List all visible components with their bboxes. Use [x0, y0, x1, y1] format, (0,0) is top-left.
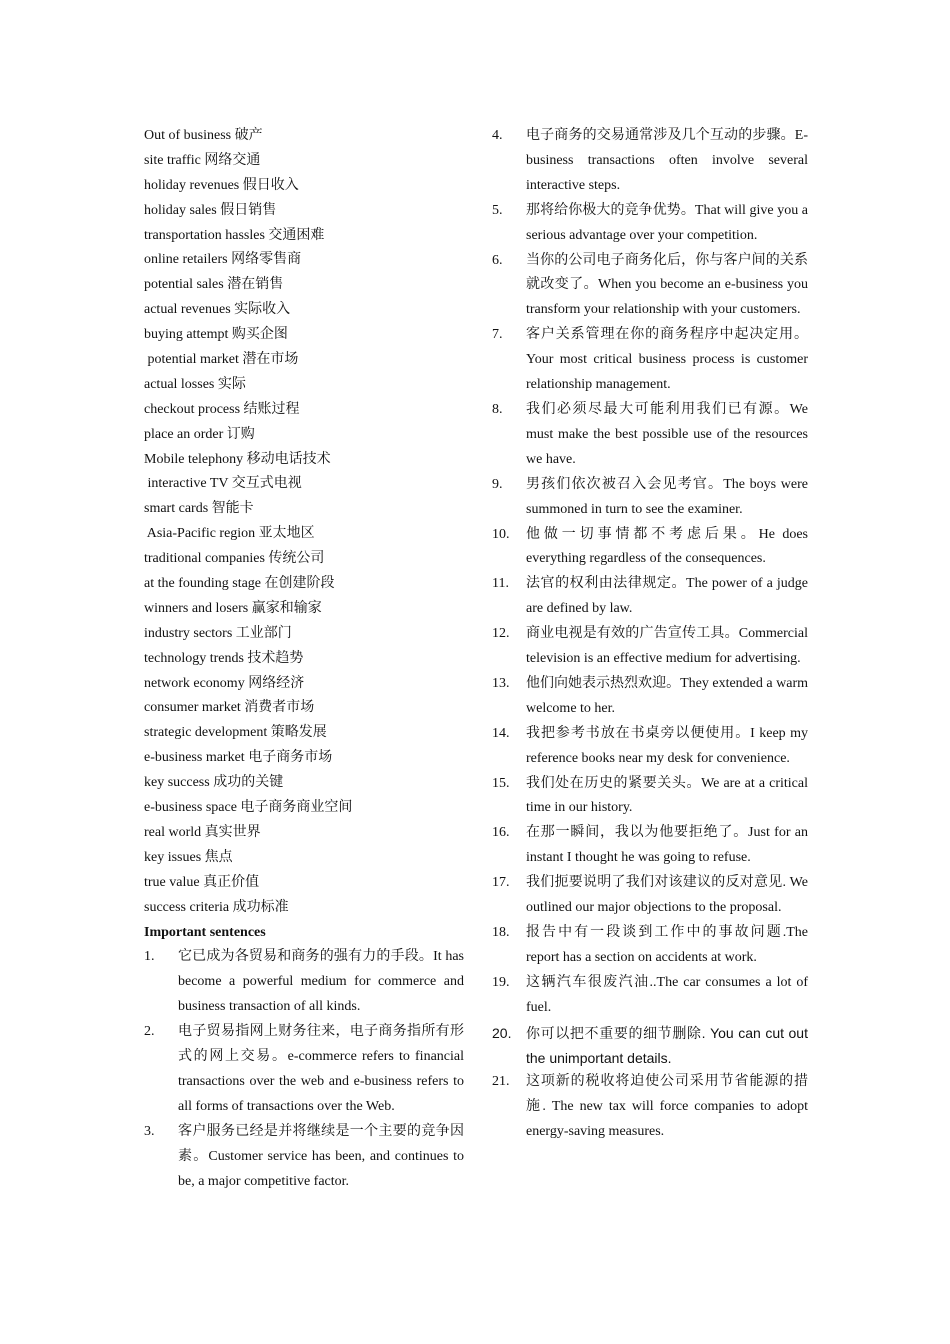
- sentence-item: [492, 1021, 808, 1071]
- vocab-item: holiday sales 假日销售: [144, 202, 277, 218]
- sentence-number: 21.: [492, 1074, 510, 1090]
- vocab-item: e-business space 电子商务商业空间: [144, 800, 353, 816]
- sentence-item: [144, 1020, 464, 1120]
- sentence-number: 1.: [144, 949, 155, 965]
- sentence-text: 我们处在历史的紧要关头。We are at a critical time in our history.: [526, 775, 808, 816]
- sentence-item: [492, 622, 808, 672]
- vocab-item: interactive TV 交互式电视: [144, 476, 302, 492]
- vocab-item: online retailers 网络零售商: [144, 252, 302, 268]
- left-column: [144, 124, 464, 1194]
- sentence-item: [492, 473, 808, 523]
- sentence-text: 那将给你极大的竞争优势。That will give you a serious advantage over your competition.: [526, 202, 808, 243]
- sentence-item: [492, 249, 808, 324]
- vocab-item: at the founding stage 在创建阶段: [144, 576, 335, 592]
- sentence-text: 这辆汽车很废汽油..The car consumes a lot of fuel.: [526, 974, 808, 1015]
- vocab-item: success criteria 成功标准: [144, 899, 289, 915]
- vocab-item: Mobile telephony 移动电话技术: [144, 451, 331, 467]
- sentence-item: [492, 672, 808, 722]
- sentence-number: 3.: [144, 1123, 155, 1139]
- vocab-item: technology trends 技术趋势: [144, 650, 304, 666]
- vocab-item: traditional companies 传统公司: [144, 551, 325, 567]
- sentence-text: 电子贸易指网上财务往来，电子商务指所有形式的网上交易。e-commerce refers to financial transactions over the web and e-business refers to all forms of transactions over the Web.: [178, 1024, 464, 1114]
- sentence-item: [492, 871, 808, 921]
- sentence-number: 18.: [492, 925, 510, 940]
- vocab-item: industry sectors 工业部门: [144, 625, 292, 641]
- vocab-item: transportation hassles 交通困难: [144, 227, 325, 243]
- vocab-item: key success 成功的关键: [144, 775, 284, 791]
- vocab-item: holiday revenues 假日收入: [144, 177, 299, 193]
- vocab-item: key issues 焦点: [144, 849, 233, 865]
- sentence-text: 它已成为各贸易和商务的强有力的手段。It has become a powerful medium for commerce and business transaction of all kinds.: [178, 949, 464, 1015]
- sentence-number: 17.: [492, 875, 510, 891]
- vocab-item: potential market 潜在市场: [144, 352, 299, 368]
- sentence-number: 11.: [492, 576, 509, 592]
- sentence-number: 14.: [492, 725, 510, 741]
- sentence-number: 9.: [492, 476, 503, 492]
- sentence-text: 在那一瞬间，我以为他要拒绝了。Just for an instant I thought he was going to refuse.: [526, 825, 808, 866]
- vocab-item: smart cards 智能卡: [144, 501, 254, 517]
- vocab-item: winners and losers 赢家和输家: [144, 600, 322, 616]
- sentence-item: [492, 921, 808, 971]
- sentence-text: 客户服务已经是并将继续是一个主要的竞争因素。Customer service has been, and continues to be, a major competitive factor.: [178, 1123, 464, 1189]
- section-heading: Important sentences: [144, 924, 266, 940]
- sentence-text: 当你的公司电子商务化后，你与客户间的关系就改变了。When you become an e-business you transform your relationship with your customers.: [526, 252, 808, 318]
- vocab-item: Out of business 破产: [144, 128, 263, 143]
- sentence-item: [492, 572, 808, 622]
- sentence-text: 我们扼要说明了我们对该建议的反对意见. We outlined our major objections to the proposal.: [526, 875, 808, 916]
- sentence-item: [492, 1070, 808, 1145]
- sentence-item: [492, 821, 808, 871]
- sentence-number: 12.: [492, 626, 510, 642]
- vocab-item: actual losses 实际: [144, 376, 246, 392]
- sentence-item: [144, 945, 464, 1020]
- sentence-item: [492, 124, 808, 199]
- sentence-item: [492, 398, 808, 473]
- sentence-text: 报告中有一段谈到工作中的事故问题.The report has a section on accidents at work.: [526, 925, 808, 965]
- sentence-number: 10.: [492, 526, 510, 542]
- sentence-text: 法官的权利由法律规定。The power of a judge are defined by law.: [526, 576, 808, 617]
- sentence-number: 19.: [492, 974, 510, 990]
- sentence-text: 这项新的税收将迫使公司采用节省能源的措施. The new tax will force companies to adopt energy-saving measures.: [526, 1074, 808, 1140]
- sentence-number: 6.: [492, 252, 503, 268]
- sentence-number: 15.: [492, 775, 510, 791]
- vocab-item: real world 真实世界: [144, 824, 261, 840]
- sentence-item: [492, 772, 808, 822]
- sentence-number: 8.: [492, 401, 503, 417]
- sentence-text: 他做一切事情都不考虑后果。He does everything regardless of the consequences.: [526, 526, 808, 567]
- vocab-item: site traffic 网络交通: [144, 152, 261, 168]
- sentence-number: 4.: [492, 128, 503, 143]
- sentence-number: 7.: [492, 327, 503, 343]
- vocab-item: true value 真正价值: [144, 874, 260, 890]
- sentence-text: 你可以把不重要的细节删除. You can cut out the unimportant details.: [526, 1024, 808, 1066]
- sentence-text: 商业电视是有效的广告宣传工具。Commercial television is an effective medium for advertising.: [526, 626, 808, 667]
- vocab-item: e-business market 电子商务市场: [144, 750, 333, 766]
- sentence-text: 电子商务的交易通常涉及几个互动的步骤。E-business transactions often involve several interactive steps.: [526, 128, 808, 193]
- vocab-item: actual revenues 实际收入: [144, 302, 291, 318]
- vocab-item: place an order 订购: [144, 426, 255, 442]
- vocab-item: checkout process 结账过程: [144, 401, 300, 417]
- sentence-number: 2.: [144, 1024, 155, 1040]
- sentence-text: 我们必须尽最大可能利用我们已有源。We must make the best possible use of the resources we have.: [526, 401, 808, 467]
- vocab-item: Asia-Pacific region 亚太地区: [144, 526, 315, 542]
- sentence-number: 16.: [492, 825, 510, 841]
- sentence-number: 20.: [492, 1024, 512, 1041]
- vocab-item: potential sales 潜在销售: [144, 277, 284, 293]
- vocab-item: consumer market 消费者市场: [144, 700, 315, 716]
- sentence-item: [492, 523, 808, 573]
- sentence-item: [492, 722, 808, 772]
- right-column: [492, 124, 808, 1145]
- sentence-item: [492, 971, 808, 1021]
- vocab-item: network economy 网络经济: [144, 675, 305, 691]
- sentence-text: 我把参考书放在书桌旁以便使用。I keep my reference books near my desk for convenience.: [526, 725, 808, 766]
- sentence-item: [144, 1120, 464, 1195]
- sentence-item: [492, 323, 808, 398]
- vocab-item: strategic development 策略发展: [144, 725, 327, 741]
- sentence-text: 他们向她表示热烈欢迎。They extended a warm welcome to her.: [526, 675, 808, 716]
- sentence-text: 男孩们依次被召入会见考官。The boys were summoned in turn to see the examiner.: [526, 476, 808, 517]
- sentence-number: 13.: [492, 675, 510, 691]
- vocab-item: buying attempt 购买企图: [144, 327, 288, 343]
- sentence-item: [492, 199, 808, 249]
- sentence-number: 5.: [492, 202, 503, 218]
- sentence-text: 客户关系管理在你的商务程序中起决定用。Your most critical business process is customer relationship management.: [526, 327, 808, 393]
